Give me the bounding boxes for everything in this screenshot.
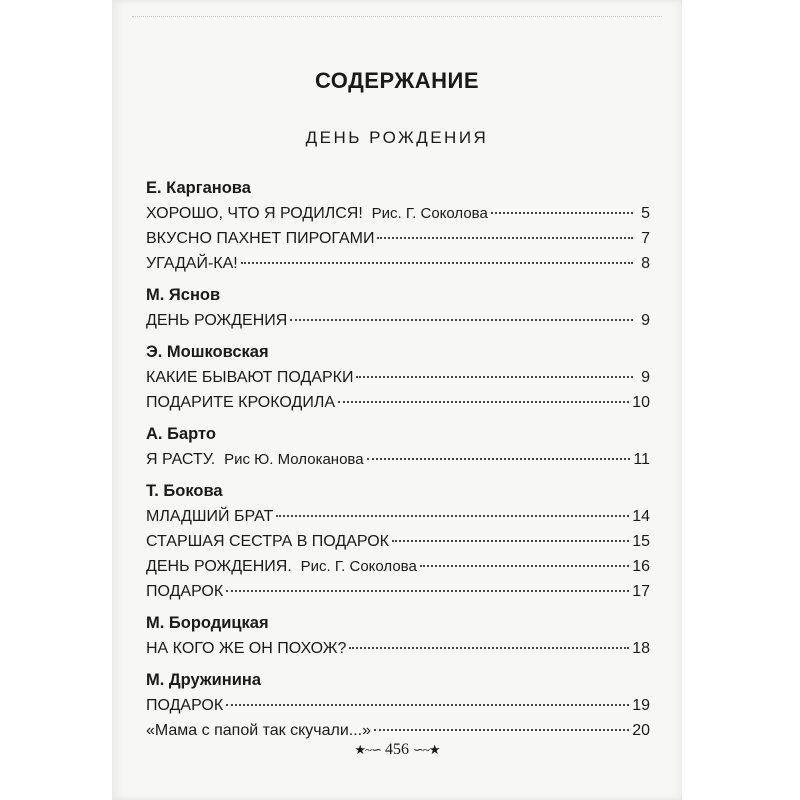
toc-entry[interactable] (146, 693, 650, 718)
author-heading: Т. Бокова (146, 482, 223, 500)
dot-leader (491, 211, 633, 214)
entry-page-number: 15 (632, 533, 650, 550)
dot-leader (356, 375, 633, 378)
entry-page-number: 11 (633, 451, 650, 468)
author-heading: М. Яснов (146, 286, 221, 304)
entry-title: ХОРОШО, ЧТО Я РОДИЛСЯ! (146, 205, 363, 222)
dot-leader (392, 539, 629, 542)
toc-entry[interactable] (146, 504, 650, 529)
toc-entry[interactable] (146, 529, 650, 554)
entry-page-number: 16 (632, 558, 650, 575)
entry-title: МЛАДШИЙ БРАТ (146, 508, 274, 525)
entry-title-wrap (146, 226, 374, 251)
footer-ornament-left-icon: ★~∽ (354, 742, 381, 757)
entry-page-number: 8 (641, 255, 650, 272)
dot-leader (226, 703, 629, 706)
entry-title-wrap (146, 718, 371, 743)
entry-title: ПОДАРОК (146, 583, 224, 600)
entry-title-wrap (146, 636, 346, 661)
entry-page-number: 9 (641, 312, 650, 329)
entry-title: ПОДАРИТЕ КРОКОДИЛА (146, 394, 335, 411)
entry-title: «Мама с папой так скучали...» (146, 722, 372, 739)
entry-title: ДЕНЬ РОЖДЕНИЯ (146, 312, 288, 329)
dot-leader (276, 514, 629, 517)
toc-entry[interactable] (146, 579, 650, 604)
dot-leader (374, 728, 629, 731)
entry-page-number: 17 (632, 583, 650, 600)
entry-title-wrap (146, 365, 353, 390)
entry-title: ВКУСНО ПАХНЕТ ПИРОГАМИ (146, 230, 375, 247)
entry-page-number: 9 (641, 369, 650, 386)
entry-title-wrap (146, 201, 488, 226)
entry-page-number: 10 (632, 394, 650, 411)
entry-page-number: 5 (641, 205, 650, 222)
author-heading: М. Бородицкая (146, 614, 269, 632)
entry-title-wrap (146, 308, 287, 333)
dot-leader (367, 457, 631, 460)
dot-leader (349, 646, 629, 649)
entry-title: КАКИЕ БЫВАЮТ ПОДАРКИ (146, 369, 354, 386)
dot-leader (226, 589, 629, 592)
dot-leader (241, 261, 633, 264)
entry-page-number: 19 (632, 697, 650, 714)
toc-entry[interactable] (146, 718, 650, 743)
entry-illustrator-note: Рис Ю. Молоканова (224, 451, 364, 468)
toc-entry[interactable] (146, 365, 650, 390)
page-title: СОДЕРЖАНИЕ (314, 68, 480, 93)
toc-entry[interactable] (146, 226, 650, 251)
toc-entry[interactable] (146, 390, 650, 415)
author-heading: М. Дружинина (146, 671, 262, 689)
author-heading: Э. Мошковская (146, 343, 269, 361)
footer-ornament-right-icon: ∽~★ (413, 742, 440, 757)
dot-leader (420, 564, 629, 567)
section-heading: ДЕНЬ РОЖДЕНИЯ (305, 128, 489, 147)
entry-title-wrap (146, 579, 223, 604)
entry-title-wrap (146, 390, 335, 415)
author-heading: Е. Карганова (146, 179, 251, 197)
entry-illustrator-note: Рис. Г. Соколова (300, 558, 417, 575)
entry-title: Я РАСТУ. (146, 451, 216, 468)
dot-leader (377, 236, 633, 239)
entry-title: СТАРШАЯ СЕСТРА В ПОДАРОК (146, 533, 389, 550)
entry-title: ПОДАРОК (146, 697, 224, 714)
toc-entry[interactable] (146, 636, 650, 661)
toc-entry[interactable] (146, 201, 650, 226)
entry-illustrator-note: Рис. Г. Соколова (371, 205, 488, 222)
entry-title-wrap (146, 447, 364, 472)
entry-title: ДЕНЬ РОЖДЕНИЯ. (146, 558, 292, 575)
table-of-contents (146, 175, 650, 743)
entry-page-number: 7 (641, 230, 650, 247)
entry-title-wrap (146, 554, 417, 579)
entry-title-wrap (146, 504, 273, 529)
entry-title-wrap (146, 251, 238, 276)
page-footer (112, 741, 682, 759)
toc-entry[interactable] (146, 308, 650, 333)
entry-title-wrap (146, 529, 389, 554)
entry-page-number: 14 (632, 508, 650, 525)
author-heading: А. Барто (146, 425, 216, 443)
dot-leader (338, 400, 629, 403)
dot-leader (290, 318, 633, 321)
entry-title: УГАДАЙ-КА! (146, 255, 238, 272)
page-number: 456 (385, 741, 409, 758)
toc-entry[interactable] (146, 554, 650, 579)
entry-page-number: 20 (632, 722, 650, 739)
page-top-rule (132, 16, 662, 19)
entry-title-wrap (146, 693, 223, 718)
entry-title: НА КОГО ЖЕ ОН ПОХОЖ? (146, 640, 347, 657)
toc-entry[interactable] (146, 251, 650, 276)
entry-page-number: 18 (632, 640, 650, 657)
toc-entry[interactable] (146, 447, 650, 472)
